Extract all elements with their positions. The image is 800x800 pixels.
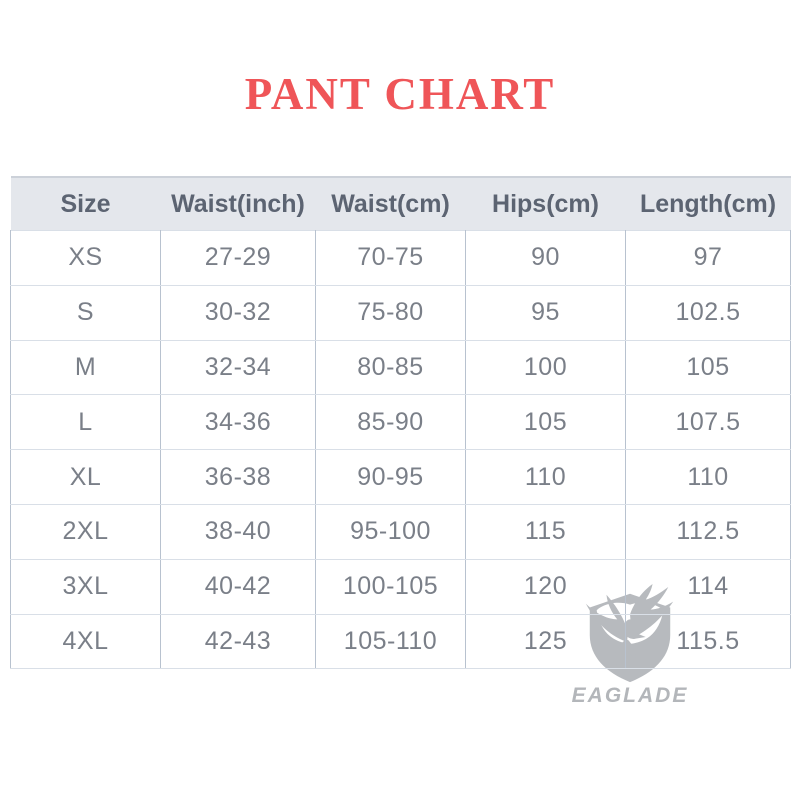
header-row [11,177,791,231]
value-cell: 30-32 [161,285,316,340]
value-cell: 105 [466,395,626,450]
size-chart-table [10,176,791,669]
table-row [11,340,791,395]
size-cell: M [11,340,161,395]
table-row [11,504,791,559]
value-cell: 38-40 [161,504,316,559]
value-cell: 105-110 [316,614,466,669]
value-cell: 80-85 [316,340,466,395]
size-cell: XS [11,231,161,286]
value-cell: 107.5 [626,395,791,450]
value-cell: 90 [466,231,626,286]
table-row [11,559,791,614]
value-cell: 105 [626,340,791,395]
value-cell: 125 [466,614,626,669]
value-cell: 112.5 [626,504,791,559]
table-row [11,395,791,450]
size-cell: 3XL [11,559,161,614]
size-cell: XL [11,450,161,505]
value-cell: 95-100 [316,504,466,559]
column-header-waist-inch: Waist(inch) [161,177,316,231]
size-cell: 4XL [11,614,161,669]
column-header-size: Size [11,177,161,231]
size-cell: 2XL [11,504,161,559]
value-cell: 27-29 [161,231,316,286]
value-cell: 95 [466,285,626,340]
brand-name: EAGLADE [571,684,689,707]
value-cell: 120 [466,559,626,614]
column-header-hips-cm: Hips(cm) [466,177,626,231]
size-cell: L [11,395,161,450]
table-row [11,231,791,286]
size-cell: S [11,285,161,340]
column-header-length-cm: Length(cm) [626,177,791,231]
page-title: PANT CHART [244,69,556,119]
value-cell: 110 [466,450,626,505]
table-row [11,285,791,340]
value-cell: 114 [626,559,791,614]
value-cell: 36-38 [161,450,316,505]
value-cell: 40-42 [161,559,316,614]
value-cell: 100-105 [316,559,466,614]
value-cell: 102.5 [626,285,791,340]
value-cell: 32-34 [161,340,316,395]
value-cell: 75-80 [316,285,466,340]
size-chart [10,176,790,669]
value-cell: 115.5 [626,614,791,669]
table-row [11,450,791,505]
table-row [11,614,791,669]
value-cell: 90-95 [316,450,466,505]
value-cell: 42-43 [161,614,316,669]
column-header-waist-cm: Waist(cm) [316,177,466,231]
value-cell: 34-36 [161,395,316,450]
value-cell: 100 [466,340,626,395]
value-cell: 115 [466,504,626,559]
value-cell: 110 [626,450,791,505]
value-cell: 85-90 [316,395,466,450]
value-cell: 70-75 [316,231,466,286]
value-cell: 97 [626,231,791,286]
